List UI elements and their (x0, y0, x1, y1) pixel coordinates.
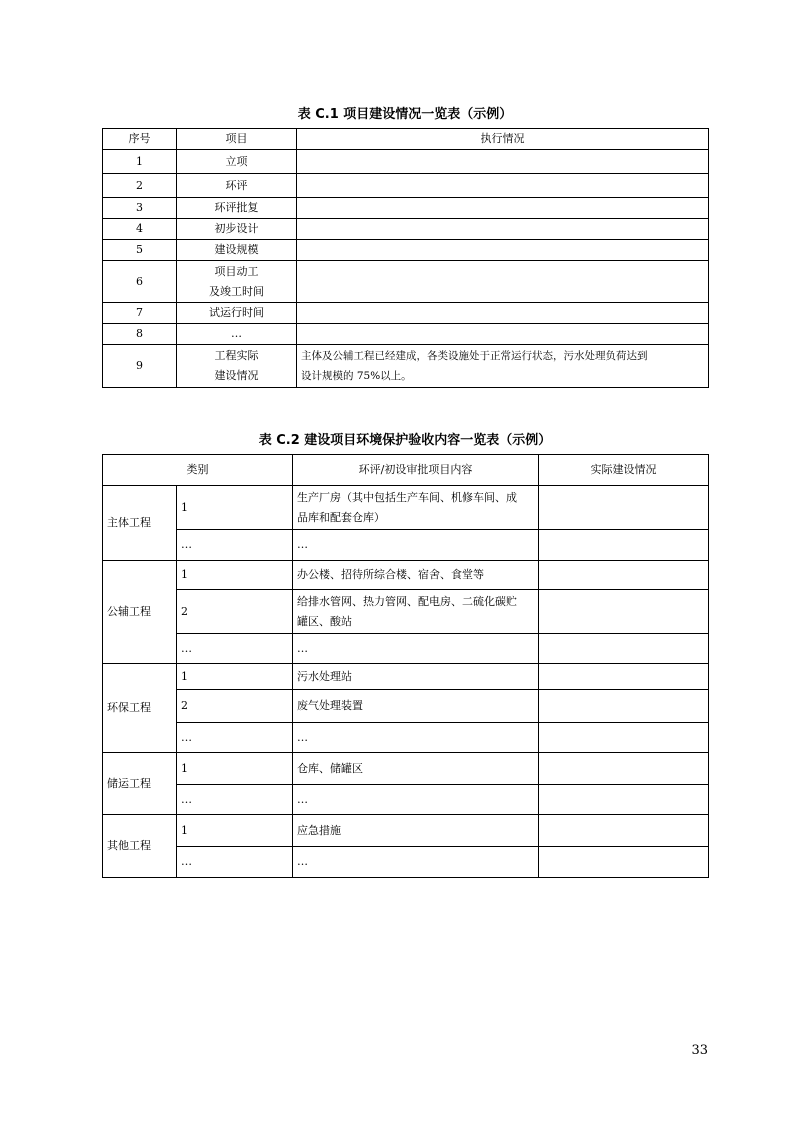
row-no: 2 (103, 174, 177, 198)
row-item: 初步设计 (177, 219, 297, 240)
row-status (297, 303, 709, 324)
table-row (103, 690, 709, 723)
row-content: 应急措施 (293, 815, 539, 847)
row-no: 9 (103, 345, 177, 388)
header-no: 序号 (103, 129, 177, 150)
row-status (297, 198, 709, 219)
row-status (297, 240, 709, 261)
row-item-line2: 及竣工时间 (209, 284, 264, 298)
row-no: 3 (103, 198, 177, 219)
table2-caption: 表 C.2 建设项目环境保护验收内容一览表（示例） (258, 433, 552, 448)
row-item: 试运行时间 (177, 303, 297, 324)
table-row (103, 198, 709, 219)
row-no: 8 (103, 324, 177, 345)
row-item: … (177, 324, 297, 345)
row-actual (539, 664, 709, 690)
row-no: 2 (177, 690, 293, 723)
row-content-line1: 生产厂房（其中包括生产车间、机修车间、成 (297, 490, 517, 504)
row-item: 环评批复 (177, 198, 297, 219)
table-row (103, 723, 709, 753)
row-no: … (177, 785, 293, 815)
row-item (177, 345, 297, 388)
group-name: 其他工程 (103, 815, 177, 878)
table-row (103, 486, 709, 530)
row-actual (539, 530, 709, 561)
row-no: … (177, 723, 293, 753)
row-status (297, 261, 709, 303)
row-no: 4 (103, 219, 177, 240)
row-status (297, 174, 709, 198)
row-actual (539, 753, 709, 785)
row-no: 1 (177, 815, 293, 847)
group-name: 公辅工程 (103, 561, 177, 664)
row-content-line1: 给排水管网、热力管网、配电房、二硫化碳贮 (297, 594, 517, 608)
header-status: 执行情况 (297, 129, 709, 150)
row-item: 立项 (177, 150, 297, 174)
row-actual (539, 815, 709, 847)
row-content: … (293, 785, 539, 815)
table-row (103, 561, 709, 590)
group-name: 环保工程 (103, 664, 177, 753)
page-number: 33 (691, 1043, 708, 1058)
row-content: 废气处理装置 (293, 690, 539, 723)
row-content (293, 486, 539, 530)
table-row (103, 590, 709, 634)
table1-caption: 表 C.1 项目建设情况一览表（示例） (297, 107, 513, 122)
row-no: 1 (177, 753, 293, 785)
header-approved-content: 环评/初设审批项目内容 (293, 455, 539, 486)
table-row (103, 847, 709, 878)
table-row (103, 261, 709, 303)
table-row (103, 634, 709, 664)
table-row (103, 174, 709, 198)
row-no: 6 (103, 261, 177, 303)
row-actual (539, 634, 709, 664)
row-item-line1: 项目动工 (214, 264, 259, 278)
header-item: 项目 (177, 129, 297, 150)
table-row (103, 303, 709, 324)
row-status (297, 324, 709, 345)
row-content (293, 590, 539, 634)
table-header-row (103, 129, 709, 150)
acceptance-content-table (102, 454, 709, 878)
table-row (103, 345, 709, 388)
row-no: 5 (103, 240, 177, 261)
row-content: 办公楼、招待所综合楼、宿舍、食堂等 (293, 561, 539, 590)
row-actual (539, 590, 709, 634)
table-row (103, 815, 709, 847)
row-no: … (177, 530, 293, 561)
group-name: 储运工程 (103, 753, 177, 815)
row-no: … (177, 634, 293, 664)
row-actual (539, 486, 709, 530)
row-content: … (293, 847, 539, 878)
row-item: 环评 (177, 174, 297, 198)
table-row (103, 753, 709, 785)
row-status-line1: 主体及公辅工程已经建成，各类设施处于正常运行状态，污水处理负荷达到 (301, 350, 648, 362)
table-row (103, 240, 709, 261)
row-status (297, 219, 709, 240)
row-content-line2: 罐区、酸站 (297, 614, 352, 628)
row-actual (539, 723, 709, 753)
row-status (297, 150, 709, 174)
row-no: 1 (177, 561, 293, 590)
table-row (103, 150, 709, 174)
table-header-row (103, 455, 709, 486)
group-name: 主体工程 (103, 486, 177, 561)
row-item-line1: 工程实际 (214, 349, 259, 362)
row-no: 1 (177, 664, 293, 690)
row-no: 2 (177, 590, 293, 634)
table-row (103, 785, 709, 815)
row-item (177, 261, 297, 303)
row-content: 仓库、储罐区 (293, 753, 539, 785)
project-construction-table (102, 128, 709, 388)
row-no: 1 (177, 486, 293, 530)
row-no: … (177, 847, 293, 878)
table-row (103, 530, 709, 561)
row-content-line2: 品库和配套仓库） (297, 510, 385, 524)
row-status-line2: 设计规模的 75%以上。 (301, 370, 412, 382)
row-content: 污水处理站 (293, 664, 539, 690)
header-category: 类别 (103, 455, 293, 486)
row-status (297, 345, 709, 388)
row-content: … (293, 723, 539, 753)
row-no: 1 (103, 150, 177, 174)
header-actual-construction: 实际建设情况 (539, 455, 709, 486)
row-actual (539, 690, 709, 723)
row-no: 7 (103, 303, 177, 324)
table-row (103, 219, 709, 240)
row-content: … (293, 634, 539, 664)
row-actual (539, 561, 709, 590)
row-content: … (293, 530, 539, 561)
row-item: 建设规模 (177, 240, 297, 261)
row-actual (539, 785, 709, 815)
table-row (103, 664, 709, 690)
row-actual (539, 847, 709, 878)
table-row (103, 324, 709, 345)
row-item-line2: 建设情况 (214, 369, 259, 382)
